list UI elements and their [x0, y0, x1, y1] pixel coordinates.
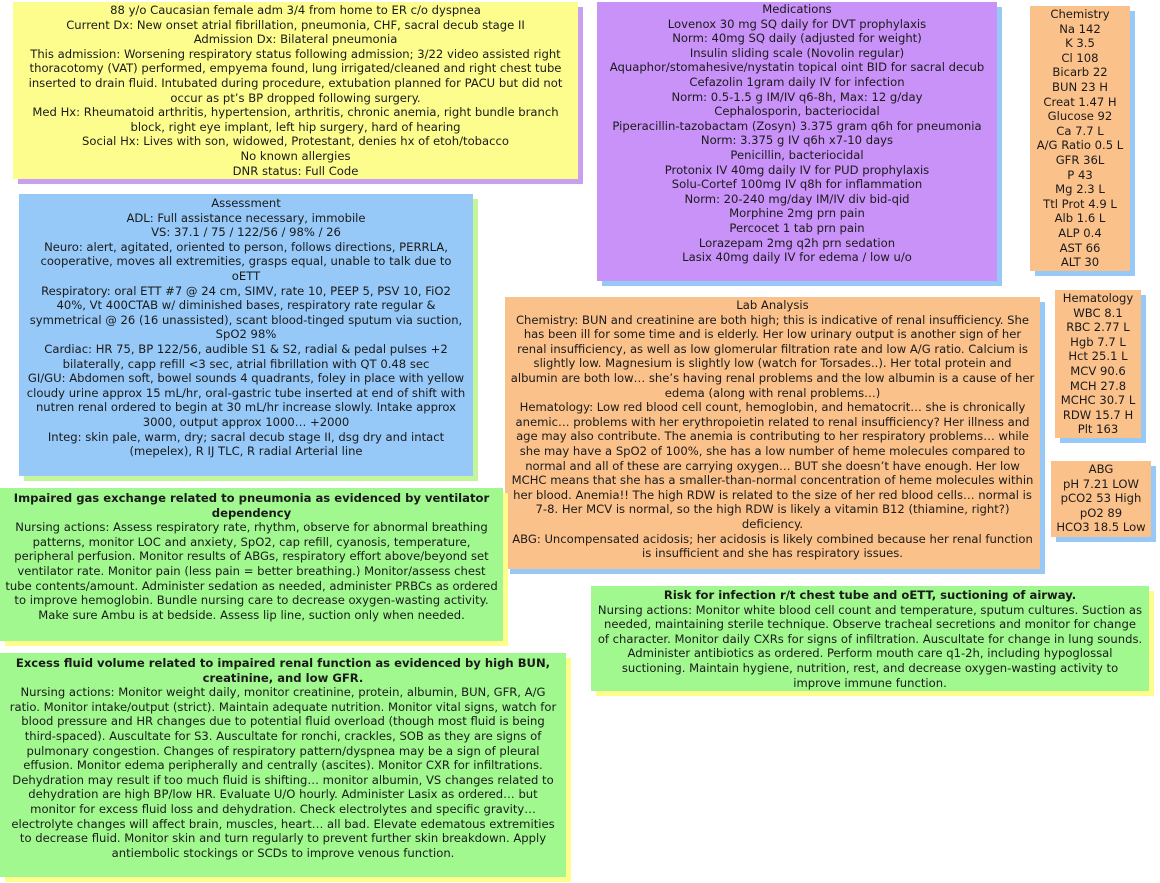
chemistry-value: Glucose 92	[1047, 109, 1113, 124]
medication-line: Norm: 20-240 mg/day IM/IV div bid-qid	[684, 191, 910, 206]
medication-line: Norm: 0.5-1.5 g IM/IV q6-8h, Max: 12 g/day	[671, 89, 923, 104]
gas-exchange-body: Nursing actions: Assess respiratory rate, rhythm, observe for abnormal breathing patterns, monitor LOC and anxiety, SpO2, cap refill, cyanosis, temperature, peripheral perfusion. Monitor results of ABGs, respiratory effort above/beyond set ventilator rate. Monitor pain (less pain = better breathing.) Monitor/assess chest tube contents/amount. Administer sedation as needed, administer PRBCs as ordered to improve hemoglobin. Bundle nursing care to decrease oxygen-wasting activity. Make sure Ambu is at bedside. Assess lip line, suction only when needed.	[5, 520, 498, 622]
medication-line: Protonix IV 40mg daily IV for PUD prophylaxis	[664, 162, 930, 177]
lab-analysis-paragraph: Chemistry: BUN and creatinine are both high; this is indicative of renal insufficiency. She has been ill for some time and is elderly. Her low urinary output is another sign of her renal insufficiency, as well as low glomerular filtration rate and low A/G ratio. Calcium is slightly low. Magnesium is slightly low (watch for Torsades..). Her total protein and albumin are both low… she’s having renal problems and the low albumin is a cause of her edema (along with renal problems…)	[510, 312, 1035, 400]
assessment-line: GI/GU: Abdomen soft, bowel sounds 4 quadrants, foley in place with yellow cloudy urine approx 15 mL/hr, oral-gastric tube inserted at end of shift with nutren renal ordered to begin at 30 mL/hr increase slowly. Intake approx 3000, output approx 1000… +2000	[26, 371, 466, 429]
lab-analysis-paragraph: ABG: Uncompensated acidosis; her acidosis is likely combined because her renal function is insufficient and she has respiratory issues.	[512, 531, 1033, 561]
medication-line: Penicillin, bacteriocidal	[730, 147, 864, 162]
hematology-value: RBC 2.77 L	[1066, 320, 1130, 335]
gas-exchange-title: Impaired gas exchange related to pneumonia as evidenced by ventilator dependency	[13, 491, 490, 520]
lab-analysis-title: Lab Analysis	[736, 298, 809, 312]
medication-line: Lasix 40mg daily IV for edema / low u/o	[682, 250, 912, 265]
hematology-value: RDW 15.7 H	[1062, 407, 1134, 422]
abg-value: pH 7.21 LOW	[1063, 476, 1139, 491]
chemistry-value: Mg 2.3 L	[1055, 182, 1105, 197]
gas-exchange-box	[0, 488, 503, 641]
fluid-volume-box	[0, 653, 566, 877]
medication-line: Solu-Cortef 100mg IV q8h for inflammation	[671, 177, 923, 192]
medication-line: Aquaphor/stomahesive/nystatin topical oint BID for sacral decub	[609, 60, 985, 75]
chemistry-value: Ca 7.7 L	[1056, 123, 1104, 138]
medication-line: Norm: 40mg SQ daily (adjusted for weight)	[672, 31, 922, 46]
medication-line: Morphine 2mg prn pain	[729, 206, 865, 221]
chemistry-value: K 3.5	[1065, 36, 1095, 51]
lab-analysis-box	[505, 297, 1040, 569]
hematology-value: Plt 163	[1077, 422, 1119, 437]
medication-line: Norm: 3.375 g IV q6h x7-10 days	[700, 133, 894, 148]
hematology-value: Hgb 7.7 L	[1070, 334, 1126, 349]
assessment-line: Integ: skin pale, warm, dry; sacral decub stage II, dsg dry and intact (mepelex), R IJ TLC, R radial Arterial line	[47, 429, 445, 459]
assessment-line: Neuro: alert, agitated, oriented to person, follows directions, PERRLA, cooperative, moves all extremities, grasps equal, unable to talk due to oETT	[40, 239, 452, 283]
infection-body: Nursing actions: Monitor white blood cell count and temperature, sputum cultures. Suction as needed, maintaining sterile technique. Observe tracheal secretions and monitor for change of character. Monitor daily CXRs for signs of infiltration. Auscultate for change in lung sounds. Administer antibiotics as ordered. Perform mouth care q1-2h, including hypoglossal suctioning. Maintain hygiene, nutrition, rest, and decrease oxygen-wasting activity to improve immune function.	[597, 602, 1143, 690]
patient-line: Med Hx: Rheumatoid arthritis, hypertension, arthritis, chronic anemia, right bundle branch block, right eye implant, left hip surgery, hard of hearing	[32, 105, 559, 134]
hematology-value: WBC 8.1	[1073, 305, 1123, 320]
medication-line: Cefazolin 1gram daily IV for infection	[689, 74, 905, 89]
assessment-line: Cardiac: HR 75, BP 122/56, audible S1 & S2, radial & pedal pulses +2 bilaterally, capp refill <3 sec, atrial fibrillation with QT 0.48 sec	[44, 341, 448, 371]
assessment-line: Respiratory: oral ETT #7 @ 24 cm, SIMV, rate 10, PEEP 5, PSV 10, FiO2 40%, Vt 400CTAB w/ diminished bases, respiratory rate regular & symmetrical @ 26 (16 unassisted), scant blood-tinged sputum via suction, SpO2 98%	[29, 283, 463, 342]
patient-summary-box	[13, 2, 578, 179]
chemistry-value: Na 142	[1059, 21, 1101, 36]
chemistry-value: ALT 30	[1060, 255, 1100, 270]
hematology-title: Hematology	[1062, 291, 1134, 305]
chemistry-value: A/G Ratio 0.5 L	[1036, 138, 1124, 153]
abg-title: ABG	[1088, 462, 1114, 476]
infection-title: Risk for infection r/t chest tube and oETT, suctioning of airway.	[663, 588, 1077, 602]
medication-line: Percocet 1 tab prn pain	[729, 220, 865, 235]
chemistry-value: P 43	[1067, 167, 1093, 182]
hematology-value: Hct 25.1 L	[1068, 349, 1128, 364]
chemistry-value: Ttl Prot 4.9 L	[1043, 196, 1117, 211]
chemistry-title: Chemistry	[1050, 7, 1110, 21]
assessment-line: VS: 37.1 / 75 / 122/56 / 98% / 26	[151, 225, 341, 240]
chemistry-value: Bicarb 22	[1052, 65, 1108, 80]
abg-box	[1051, 461, 1151, 537]
medications-title: Medications	[762, 2, 832, 16]
medication-line: Piperacillin-tazobactam (Zosyn) 3.375 gram q6h for pneumonia	[612, 118, 982, 133]
abg-value: HCO3 18.5 Low	[1056, 520, 1146, 535]
medication-line: Lovenox 30 mg SQ daily for DVT prophylaxis	[667, 16, 927, 31]
abg-value: pO2 89	[1079, 505, 1123, 520]
fluid-volume-body: Nursing actions: Monitor weight daily, monitor creatinine, protein, albumin, BUN, GFR, A/G ratio. Monitor intake/output (strict). Maintain adequate nutrition. Monitor vital signs, watch for blood pressure and HR changes due to potential fluid overload (though most fluid is being third-spaced). Auscultate for S3. Auscultate for ronchi, crackles, SOB as they are signs of pulmonary congestion. Changes of respiratory pattern/dyspnea may be a sign of pleural effusion. Monitor edema peripherally and centrally (ascites). Monitor CXR for infiltrations. Dehydration may result if too much fluid is shifting… monitor albumin, VS changes related to dehydration are high BP/low HR. Evaluate U/O hourly. Administer Lasix as ordered… but monitor for excess fluid loss and dehydration. Check electrolytes and specific gravity… electrolyte changes will affect brain, muscles, heart… all bad. Elevate edematous extremities to decrease fluid. Monitor skin and turn regularly to prevent further skin breakdown. Apply antiembolic stockings or SCDs to improve venous function.	[9, 685, 557, 860]
chemistry-value: Creat 1.47 H	[1043, 94, 1117, 109]
lab-analysis-paragraph: Hematology: Low red blood cell count, hemoglobin, and hematocrit… she is chronically anemic… problems with her erythropoietin related to renal insufficiency? Her illness and age may also contribute. The anemia is contributing to her respiratory problems… while she may have a SpO2 of 100%, she has a low number of heme molecules compared to normal and all of these are carrying oxygen… BUT she doesn’t have enough. Her low MCHC means that she has a smaller-than-normal concentration of heme molecules within her blood. Anemia!! The high RDW is related to the size of her red blood cells… normal is 7-8. Her MCV is normal, so the high RDW is likely a vitamin B12 (thiamine, right?) deficiency.	[511, 400, 1034, 531]
patient-line: Social Hx: Lives with son, widowed, Protestant, denies hx of etoh/tobacco	[82, 134, 509, 149]
medications-box	[597, 2, 997, 281]
patient-line: Current Dx: New onset atrial fibrillation, pneumonia, CHF, sacral decub stage II	[66, 17, 525, 32]
assessment-box	[19, 194, 473, 476]
assessment-line: ADL: Full assistance necessary, immobile	[126, 210, 366, 225]
hematology-value: MCV 90.6	[1070, 363, 1126, 378]
abg-value: pCO2 53 High	[1060, 491, 1142, 506]
chemistry-value: AST 66	[1059, 240, 1101, 255]
chemistry-value: GFR 36L	[1055, 152, 1105, 167]
medication-line: Insulin sliding scale (Novolin regular)	[689, 45, 905, 60]
patient-line: Admission Dx: Bilateral pneumonia	[193, 32, 398, 47]
hematology-value: MCHC 30.7 L	[1060, 393, 1136, 408]
medication-line: Lorazepam 2mg q2h prn sedation	[698, 235, 896, 250]
patient-line: DNR status: Full Code	[232, 163, 359, 178]
hematology-value: MCH 27.8	[1069, 378, 1127, 393]
chemistry-value: Cl 108	[1061, 50, 1099, 65]
patient-line: 88 y/o Caucasian female adm 3/4 from home to ER c/o dyspnea	[110, 3, 481, 17]
fluid-volume-title: Excess fluid volume related to impaired renal function as evidenced by high BUN, creatinine, and low GFR.	[15, 656, 551, 685]
chemistry-value: ALP 0.4	[1058, 225, 1102, 240]
chemistry-value: BUN 23 H	[1052, 79, 1108, 94]
hematology-box	[1055, 290, 1141, 438]
assessment-title: Assessment	[211, 196, 281, 210]
chemistry-value: Alb 1.6 L	[1054, 211, 1106, 226]
infection-box	[591, 586, 1149, 691]
patient-line: No known allergies	[240, 148, 351, 163]
chemistry-box	[1030, 6, 1130, 271]
patient-line: This admission: Worsening respiratory status following admission; 3/22 video assisted right thoracotomy (VAT) performed, empyema found, lung irrigated/cleaned and right chest tube inserted to drain fluid. Intubated during procedure, extubation planned for PACU but did not occur as pt’s BP dropped following surgery.	[28, 46, 563, 105]
medication-line: Cephalosporin, bacteriocidal	[714, 104, 880, 119]
